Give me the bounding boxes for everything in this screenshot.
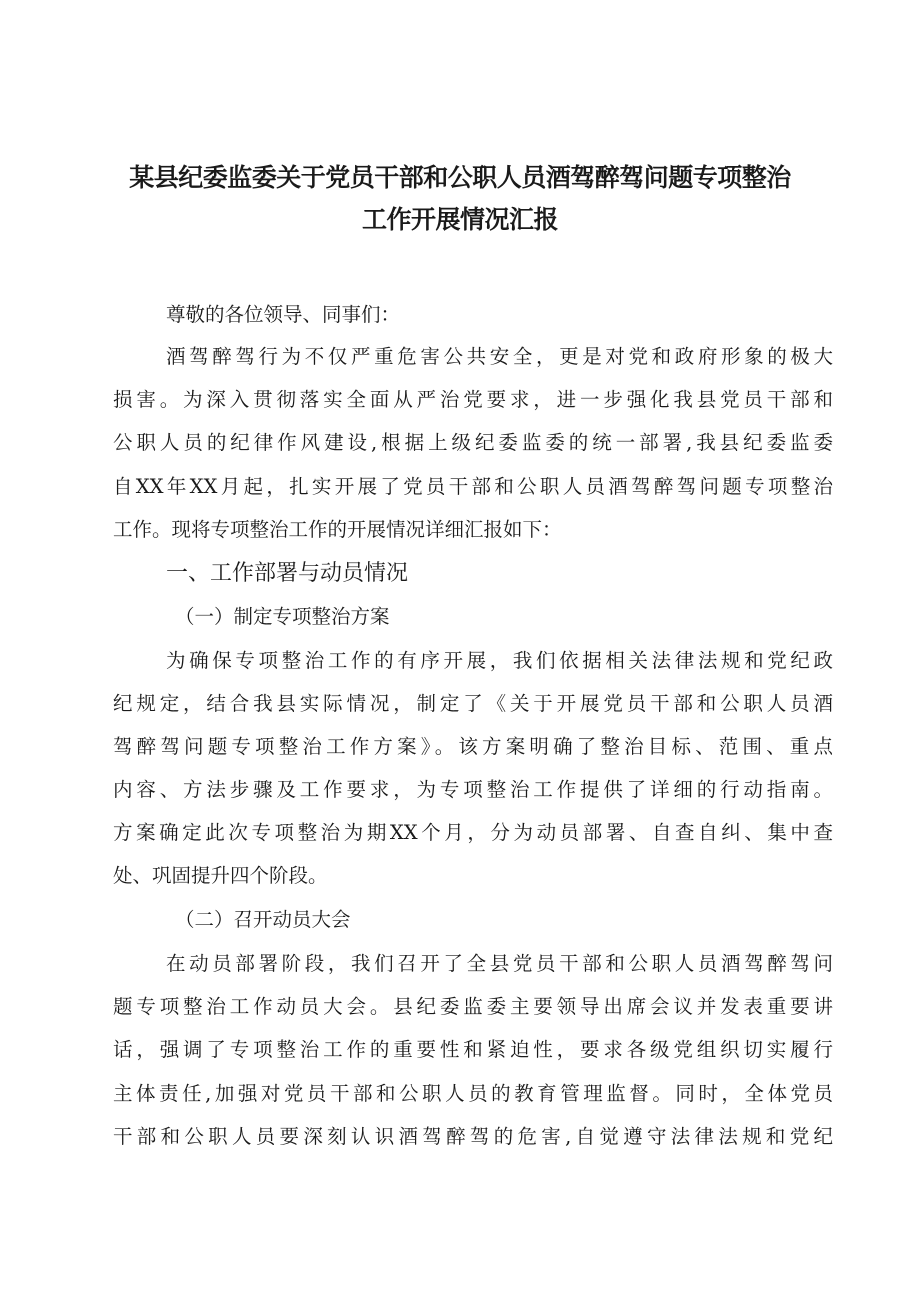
document-title-line-2: 工作开展情况汇报 <box>361 205 558 234</box>
sub1-line-1: 为确保专项整治工作的有序开展，我们依据相关法律法规和党纪政 <box>166 649 833 672</box>
sub2-line-1: 在动员部署阶段，我们召开了全县党员干部和公职人员酒驾醉驾问 <box>166 952 833 975</box>
sub1-line-4: 内容、方法步骤及工作要求，为专项整治工作提供了详细的行动指南。 <box>113 778 833 801</box>
sub1-line-3: 驾醉驾问题专项整治工作方案》。该方案明确了整治目标、范围、重点 <box>113 735 833 758</box>
sub1-line-5: 方案确定此次专项整治为期XX个月，分为动员部署、自查自纠、集中查 <box>113 821 833 844</box>
intro-line-5: 工作。现将专项整治工作的开展情况详细汇报如下： <box>113 518 562 541</box>
sub2-line-3: 话，强调了专项整治工作的重要性和紧迫性，要求各级党组织切实履行 <box>113 1038 833 1061</box>
salutation: 尊敬的各位领导、同事们： <box>166 303 401 326</box>
sub1-line-2: 纪规定，结合我县实际情况，制定了《关于开展党员干部和公职人员酒 <box>113 692 833 715</box>
intro-line-1: 酒驾醉驾行为不仅严重危害公共安全，更是对党和政府形象的极大 <box>166 345 833 368</box>
subsection-2-heading: （二）召开动员大会 <box>175 908 351 931</box>
section-1-heading: 一、工作部署与动员情况 <box>166 561 409 586</box>
sub2-line-2: 题专项整治工作动员大会。县纪委监委主要领导出席会议并发表重要讲 <box>113 995 833 1018</box>
subsection-1-heading: （一）制定专项整治方案 <box>175 605 390 628</box>
sub2-line-5: 干部和公职人员要深刻认识酒驾醉驾的危害,自觉遵守法律法规和党纪 <box>113 1125 833 1148</box>
intro-line-3: 公职人员的纪律作风建设,根据上级纪委监委的统一部署,我县纪委监委 <box>113 431 833 454</box>
intro-line-4: 自XX年XX月起，扎实开展了党员干部和公职人员酒驾醉驾问题专项整治 <box>113 475 833 498</box>
document-title-line-1: 某县纪委监委关于党员干部和公职人员酒驾醉驾问题专项整治 <box>129 163 791 192</box>
sub2-line-4: 主体责任,加强对党员干部和公职人员的教育管理监督。同时，全体党员 <box>113 1082 833 1105</box>
intro-line-2: 损害。为深入贯彻落实全面从严治党要求，进一步强化我县党员干部和 <box>113 388 833 411</box>
sub1-line-6: 处、巩固提升四个阶段。 <box>113 864 328 887</box>
